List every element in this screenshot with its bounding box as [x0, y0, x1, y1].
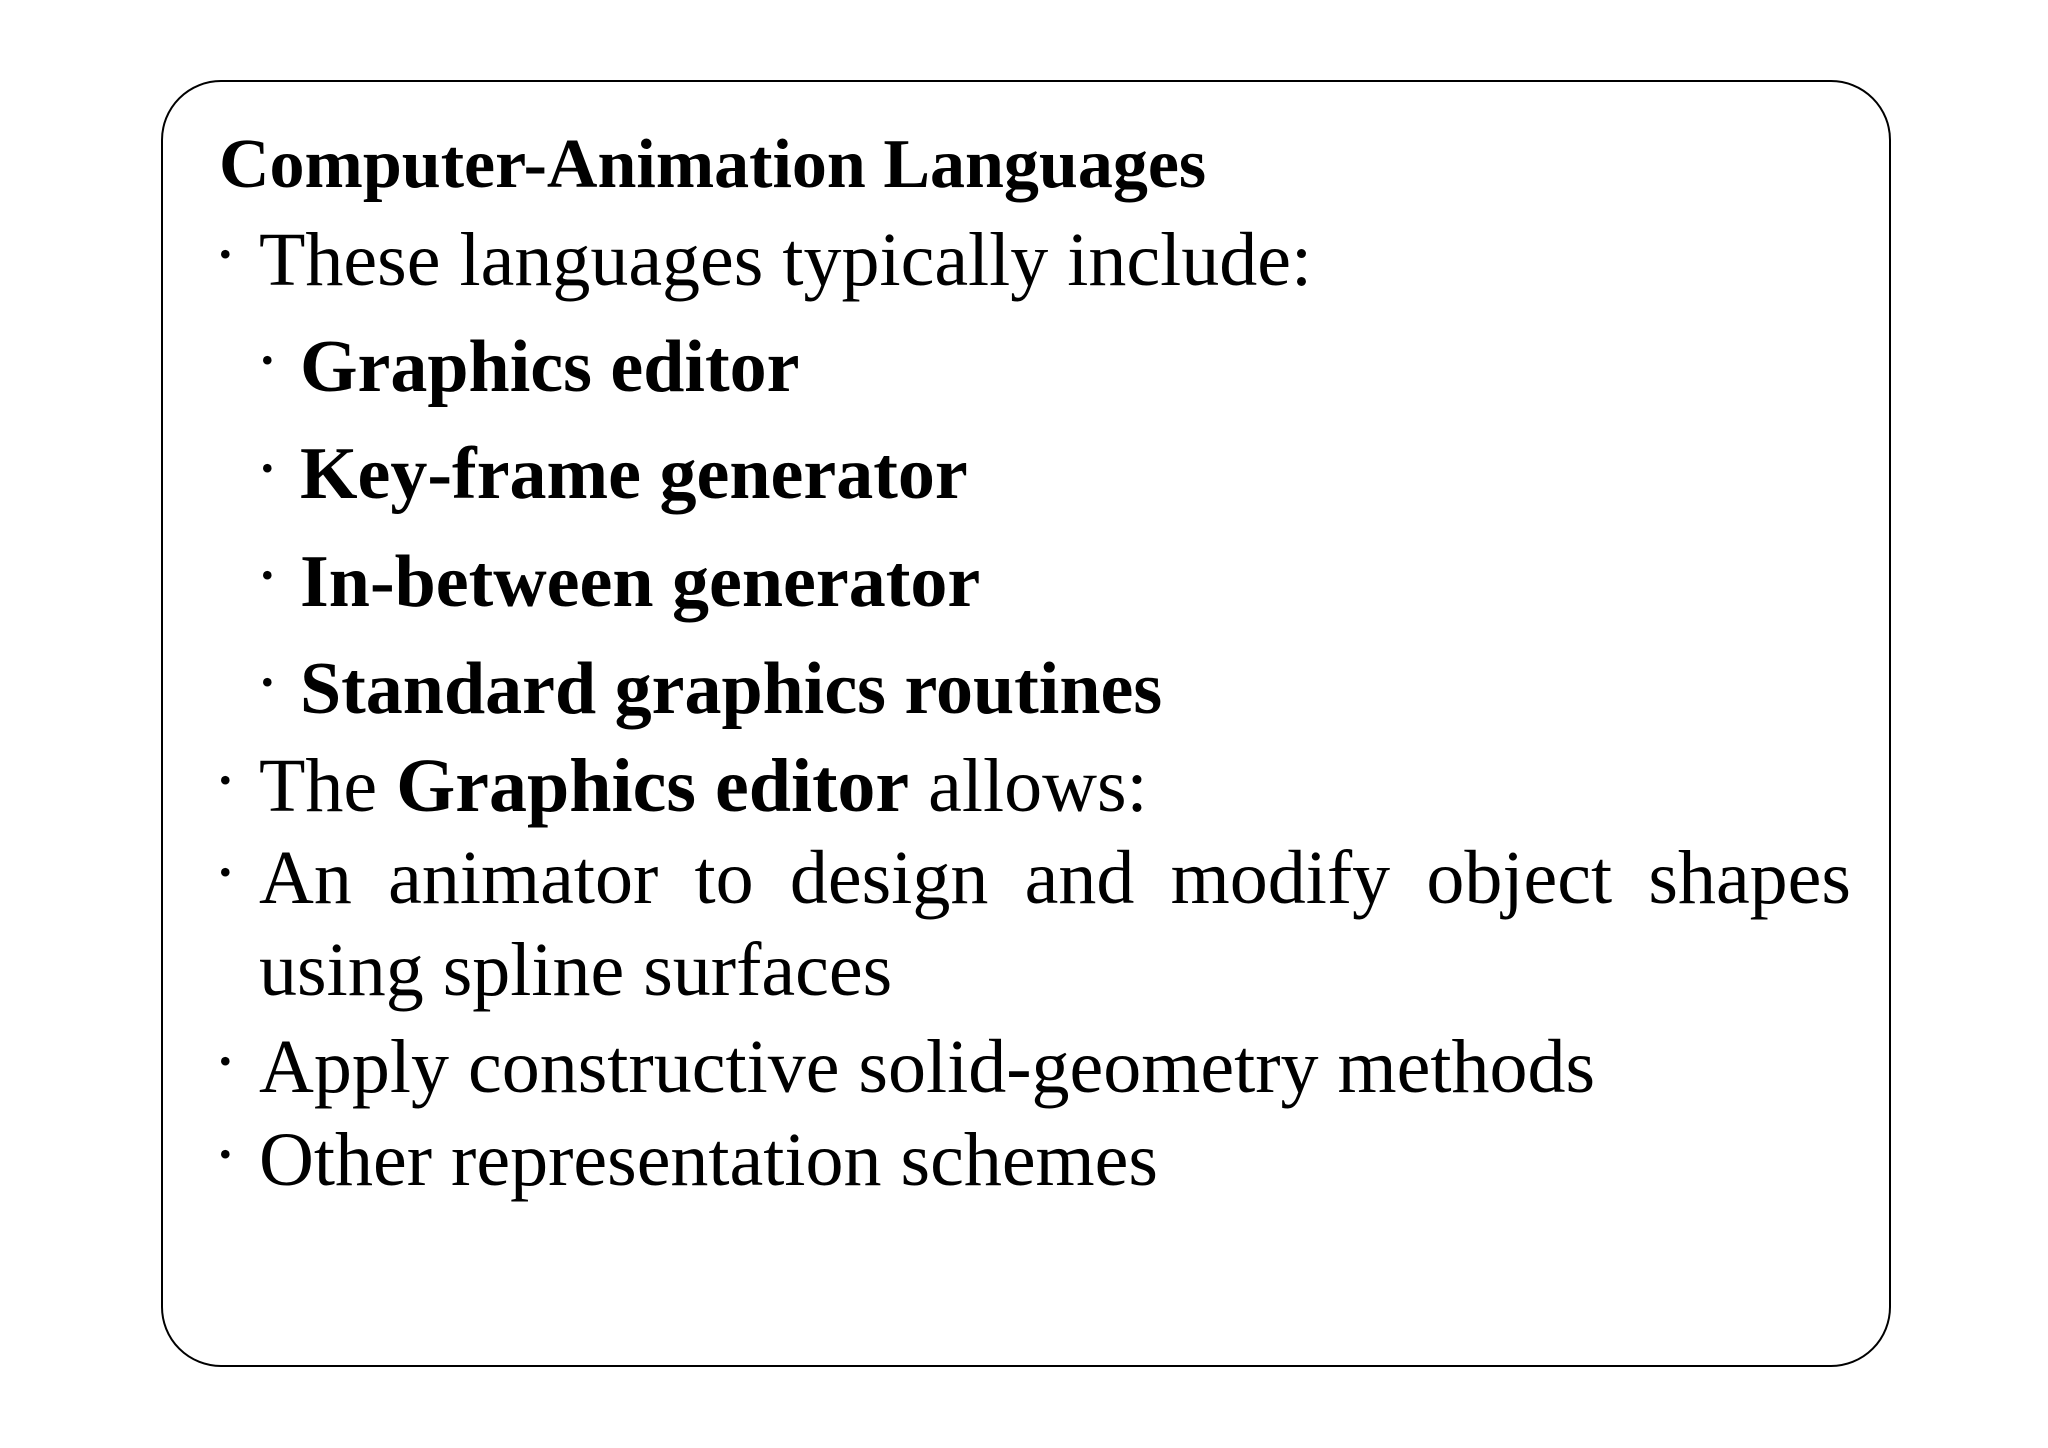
- list-item: Graphics editor: [300, 326, 800, 408]
- bullet-icon: •: [219, 234, 232, 274]
- list-item-suffix: allows:: [909, 744, 1148, 828]
- bullet-icon: •: [219, 760, 232, 800]
- bullet-icon: •: [261, 448, 274, 488]
- list-item-line-1: An animator to design and modify object shapes: [259, 840, 1851, 920]
- list-item-bold: Graphics editor: [396, 744, 910, 828]
- bullet-icon: •: [219, 852, 232, 892]
- slide-title: Computer-Animation Languages: [219, 126, 1207, 203]
- bullet-icon: •: [261, 662, 274, 702]
- list-item-prefix: The: [259, 744, 397, 828]
- list-item: In-between generator: [300, 541, 981, 623]
- bullet-icon: •: [261, 340, 274, 380]
- list-item-line-2: using spline surfaces: [259, 928, 893, 1012]
- list-item: Other representation schemes: [259, 1118, 1158, 1202]
- list-item: [259, 744, 1148, 828]
- list-item: Apply constructive solid-geometry methods: [259, 1025, 1596, 1109]
- bullet-icon: •: [219, 1134, 232, 1174]
- list-item: These languages typically include:: [259, 218, 1313, 302]
- list-item: Standard graphics routines: [300, 648, 1163, 730]
- bullet-icon: •: [219, 1041, 232, 1081]
- bullet-icon: •: [261, 555, 274, 595]
- list-item: Key-frame generator: [300, 433, 968, 515]
